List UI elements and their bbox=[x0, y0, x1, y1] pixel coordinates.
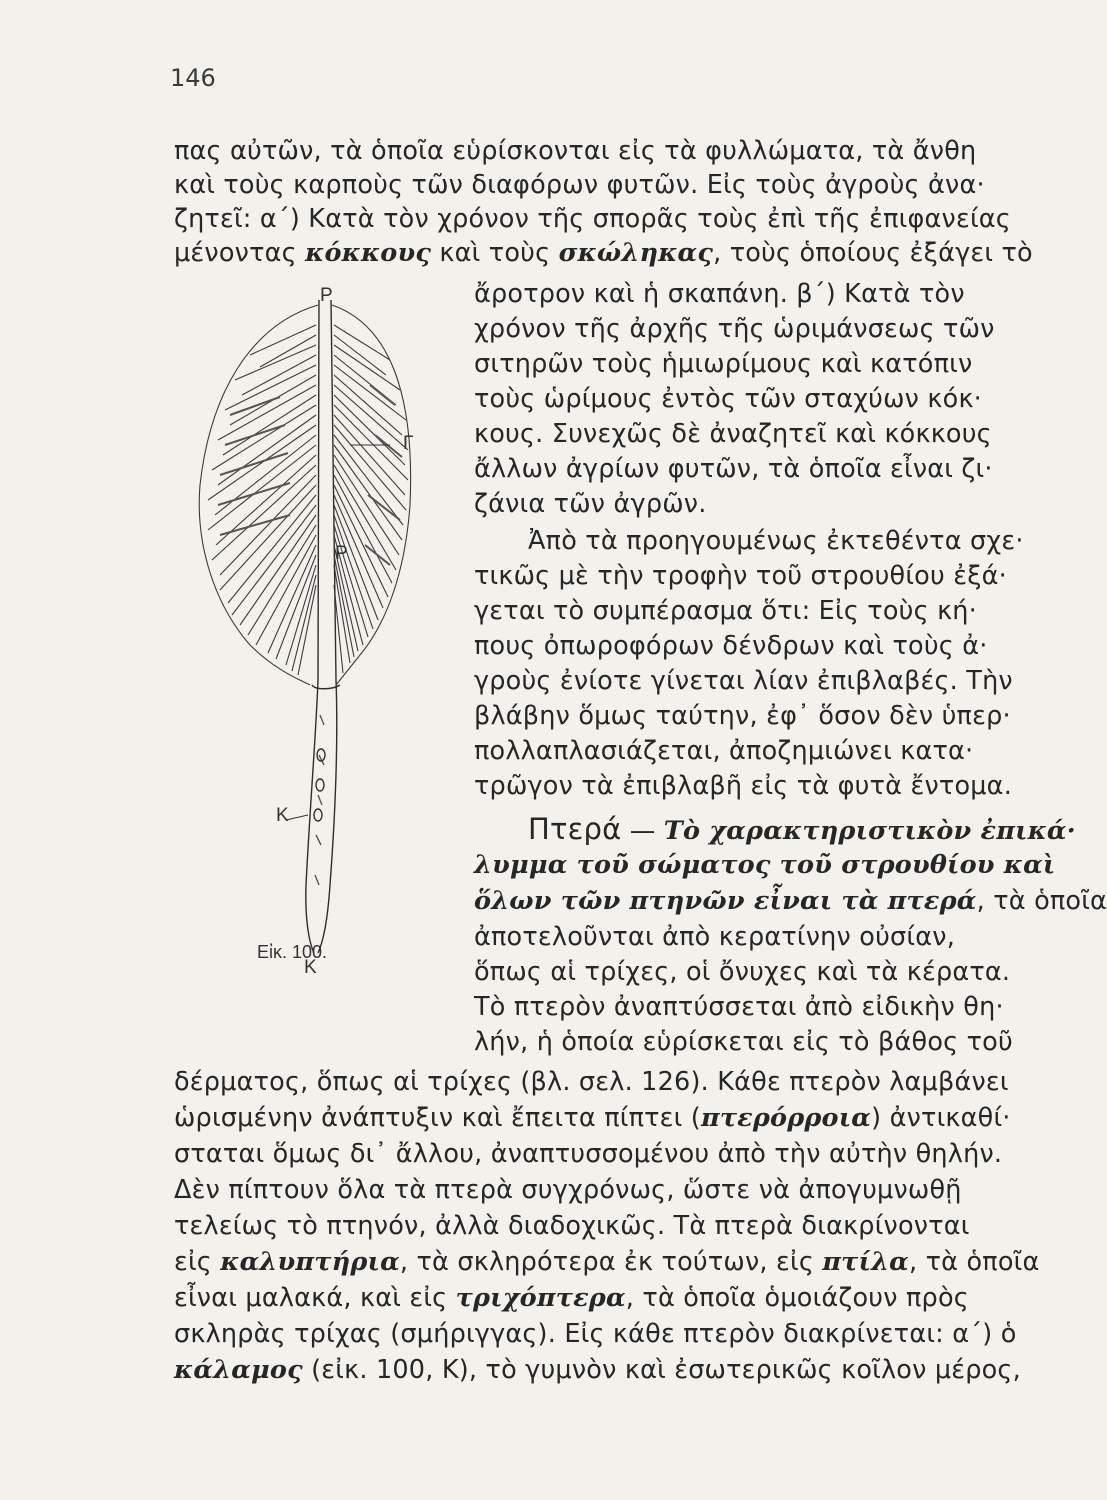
term-kokkous: κόκκους bbox=[305, 238, 432, 268]
text-line: ἄροτρον καὶ ἡ σκαπάνη. β΄) Κατὰ τὸν bbox=[474, 279, 965, 309]
text-line: ὅπως αἱ τρίχες, οἱ ὄνυχες καὶ τὰ κέρατα. bbox=[474, 957, 1011, 987]
text-line: τρῶγον τὰ ἐπιβλαβῆ εἰς τὰ φυτὰ ἔντομα. bbox=[474, 771, 1012, 801]
text-span: , τὰ σκληρότερα ἐκ τούτων, εἰς bbox=[399, 1247, 823, 1277]
text-span: (εἰκ. 100, Κ), τὸ γυμνὸν καὶ ἐσωτερικῶς κοῖλον μέρος, bbox=[302, 1355, 1021, 1385]
text-line bbox=[174, 1247, 1039, 1277]
label-k1: Κ bbox=[276, 805, 289, 826]
text-line: ἀποτελοῦνται ἀπὸ κερατίνην οὐσίαν, bbox=[474, 922, 956, 952]
text-line: τοὺς ὡρίμους ἐντὸς τῶν σταχύων κόκ· bbox=[474, 384, 982, 414]
text-line: κους. Συνεχῶς δὲ ἀναζητεῖ καὶ κόκκους bbox=[474, 419, 992, 449]
bold-phrase: ὅλων τῶν πτηνῶν εἶναι τὰ πτερά bbox=[474, 886, 977, 916]
text-span: , τὰ ὁποῖα bbox=[908, 1247, 1040, 1277]
term-pterorroia: πτερόρροια bbox=[700, 1103, 872, 1133]
feather-figure bbox=[190, 285, 440, 985]
feather-illustration bbox=[190, 285, 440, 985]
text-line bbox=[174, 1355, 1021, 1385]
label-g: Γ bbox=[403, 433, 414, 454]
section-heading: Πτερά bbox=[528, 812, 622, 846]
text-line: τικῶς μὲ τὴν τροφὴν τοῦ στρουθίου ἐξά· bbox=[474, 561, 1007, 591]
text-line: σταται ὅμως δι᾽ ἄλλου, ἀναπτυσσομένου ἀπὸ τὴν αὐτὴν θηλήν. bbox=[174, 1139, 1003, 1169]
text-line: χρόνον τῆς ἀρχῆς τῆς ὡριμάνσεως τῶν bbox=[474, 314, 995, 344]
text-line: γροὺς ἐνίοτε γίνεται λίαν ἐπιβλαβές. Τὴν bbox=[474, 666, 1013, 696]
text-line: καὶ τοὺς καρποὺς τῶν διαφόρων φυτῶν. Εἰς τοὺς ἀγροὺς ἀνα· bbox=[174, 170, 985, 200]
text-line: ζάνια τῶν ἀγρῶν. bbox=[474, 489, 707, 519]
text-span: , τὰ ὁποῖα bbox=[976, 886, 1107, 916]
text-line: σιτηρῶν τοὺς ἡμιωρίμους καὶ κατόπιν bbox=[474, 349, 973, 379]
text-span: εἰς bbox=[174, 1247, 221, 1277]
feather-vane bbox=[199, 305, 410, 685]
term-kalamos: κάλαμος bbox=[174, 1355, 303, 1385]
text-span: εἶναι μαλακά, καὶ εἰς bbox=[174, 1283, 456, 1313]
text-line: πολλαπλασιάζεται, ἀποζημιώνει κατα· bbox=[474, 736, 974, 766]
term-skolikas: σκώληκας bbox=[558, 238, 714, 268]
text-span: , τὰ ὁποῖα ὁμοιάζουν πρὸς bbox=[625, 1283, 969, 1313]
text-line: πους ὀπωροφόρων δένδρων καὶ τοὺς ἀ· bbox=[474, 631, 988, 661]
bold-phrase: λυμμα τοῦ σώματος τοῦ στρουθίου καὶ bbox=[474, 850, 1056, 880]
text-line bbox=[474, 850, 1055, 880]
text-line: Ἀπὸ τὰ προηγουμένως ἐκτεθέντα σχε· bbox=[528, 526, 1024, 556]
label-k2: Κ bbox=[304, 957, 317, 978]
text-line: ζητεῖ: α΄) Κατὰ τὸν χρόνον τῆς σπορᾶς τοὺς ἐπὶ τῆς ἐπιφανείας bbox=[174, 204, 1011, 234]
label-p-top: Ρ bbox=[320, 285, 333, 306]
figure-caption: Εἰκ. 100. bbox=[257, 942, 328, 962]
text-line: τελείως τὸ πτηνόν, ἀλλὰ διαδοχικῶς. Τὰ πτερὰ διακρίνονται bbox=[174, 1211, 970, 1241]
text-span: μένοντας bbox=[174, 238, 306, 268]
term-trichoptera: τριχόπτερα bbox=[455, 1283, 626, 1313]
text-line bbox=[174, 1103, 1011, 1133]
text-span: ὡρισμένην ἀνάπτυξιν καὶ ἔπειτα πίπτει ( bbox=[174, 1103, 701, 1133]
text-span: καὶ τοὺς bbox=[431, 238, 559, 268]
text-line: σκληρὰς τρίχας (σμήριγγας). Εἰς κάθε πτερὸν διακρίνεται: α΄) ὁ bbox=[174, 1319, 1017, 1349]
label-p-mid: Ρ bbox=[335, 543, 348, 564]
text-line: Δὲν πίπτουν ὅλα τὰ πτερὰ συγχρόνως, ὥστε νὰ ἀπογυμνωθῇ bbox=[174, 1175, 962, 1205]
text-line: δέρματος, ὅπως αἱ τρίχες (βλ. σελ. 126). Κάθε πτερὸν λαμβάνει bbox=[174, 1067, 1009, 1097]
text-line bbox=[474, 886, 1107, 916]
text-line bbox=[174, 238, 1033, 268]
text-line: ἄλλων ἀγρίων φυτῶν, τὰ ὁποῖα εἶναι ζι· bbox=[474, 454, 993, 484]
text-line: λήν, ἡ ὁποία εὑρίσκεται εἰς τὸ βάθος τοῦ bbox=[474, 1027, 1013, 1057]
text-line bbox=[528, 814, 1076, 846]
term-kalyptiria: καλυπτήρια bbox=[220, 1247, 400, 1277]
dash: — bbox=[621, 816, 664, 846]
text-line: βλάβην ὅμως ταύτην, ἐφ᾽ ὅσον δὲν ὑπερ· bbox=[474, 701, 1011, 731]
text-span: , τοὺς ὁποίους ἐξάγει τὸ bbox=[713, 238, 1033, 268]
text-line bbox=[174, 1283, 969, 1313]
text-span: ) ἀντικαθί· bbox=[871, 1103, 1011, 1133]
text-line: γεται τὸ συμπέρασμα ὅτι: Εἰς τοὺς κή· bbox=[474, 596, 977, 626]
page-number: 146 bbox=[170, 64, 216, 92]
text-line: πας αὐτῶν, τὰ ὁποῖα εὑρίσκονται εἰς τὰ φυλλώματα, τὰ ἄνθη bbox=[174, 136, 977, 166]
term-ptila: πτίλα bbox=[822, 1247, 909, 1277]
text-line: Τὸ πτερὸν ἀναπτύσσεται ἀπὸ εἰδικὴν θη· bbox=[474, 992, 1004, 1022]
bold-phrase: Τὸ χαρακτηριστικὸν ἐπικά· bbox=[663, 816, 1076, 846]
